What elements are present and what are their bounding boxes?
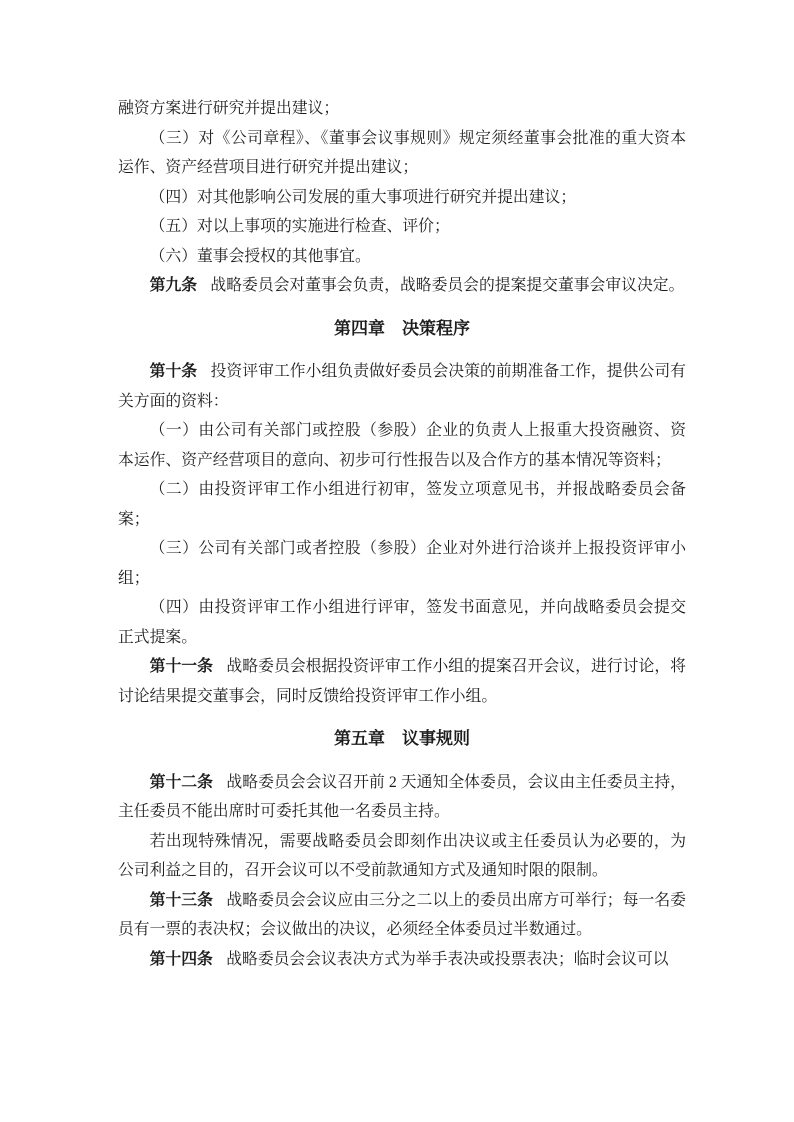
- article-number-label: 第十二条: [149, 773, 213, 791]
- article-number-label: 第十条: [149, 363, 198, 380]
- chapter-heading-5: 第五章 议事规则: [334, 729, 470, 748]
- article-number-label: 第十四条: [149, 950, 213, 968]
- article-text: 投资评审工作小组负责做好委员会决策的前期准备工作，提供公司有关方面的资料：: [118, 363, 686, 410]
- chapter-heading-4: 第四章 决策程序: [334, 318, 470, 338]
- article-text: 战略委员会对董事会负责，战略委员会的提案提交董事会审议决定。: [210, 277, 685, 294]
- article-text: 战略委员会会议召开前 2 天通知全体委员，会议由主任委员主持，主任委员不能出席时可委托其他一名委员主持。: [118, 773, 686, 820]
- article-text: 战略委员会会议表决方式为举手表决或投票表决；临时会议可以: [226, 950, 669, 968]
- paragraph-item-1: （一）由公司有关部门或控股（参股）企业的负责人上报重大投资融资、资本运作、资产经营项目的意向、初步可行性报告以及合作方的基本情况等资料；: [118, 422, 686, 469]
- article-number-label: 第十三条: [149, 891, 213, 909]
- article-number-label: 第十一条: [149, 658, 213, 675]
- article-number-label: 第九条: [149, 277, 197, 294]
- paragraph-item-2: （二）由投资评审工作小组进行初审，签发立项意见书，并报战略委员会备案；: [118, 481, 686, 528]
- article-text: 战略委员会根据投资评审工作小组的提案召开会议，进行讨论，将讨论结果提交董事会，同时反馈给投资评审工作小组。: [118, 658, 686, 705]
- article-paragraph-13: [118, 886, 686, 945]
- article-paragraph-12: [118, 768, 686, 827]
- article-paragraph-11: [118, 652, 686, 711]
- paragraph-continuation: 融资方案进行研究并提出建议；: [118, 100, 340, 117]
- paragraph-item-3b: （三）公司有关部门或者控股（参股）企业对外进行洽谈并上报投资评审小组；: [118, 540, 686, 587]
- paragraph-item-4: （四）对其他影响公司发展的重大事项进行研究并提出建议；: [149, 188, 577, 206]
- article-paragraph-9: [118, 271, 686, 301]
- paragraph-special-case: 若出现特殊情况，需要战略委员会即刻作出决议或主任委员认为必要的，为公司利益之目的，召开会议可以不受前款通知方式及通知时限的限制。: [118, 832, 686, 879]
- paragraph-item-3: （三）对《公司章程》、《董事会议事规则》规定须经董事会批准的重大资本运作、资产经营项目进行研究并提出建议；: [118, 129, 686, 176]
- paragraph-item-5: （五）对以上事项的实施进行检查、评价；: [149, 218, 450, 235]
- article-paragraph-14: [118, 945, 686, 975]
- article-paragraph-10: [118, 357, 686, 416]
- paragraph-item-6: （六）董事会授权的其他事宜。: [149, 247, 371, 265]
- article-text: 战略委员会会议应由三分之二以上的委员出席方可举行；每一名委员有一票的表决权；会议做出的决议，必须经全体委员过半数通过。: [118, 891, 686, 938]
- paragraph-item-4b: （四）由投资评审工作小组进行评审，签发书面意见，并向战略委员会提交正式提案。: [118, 599, 686, 646]
